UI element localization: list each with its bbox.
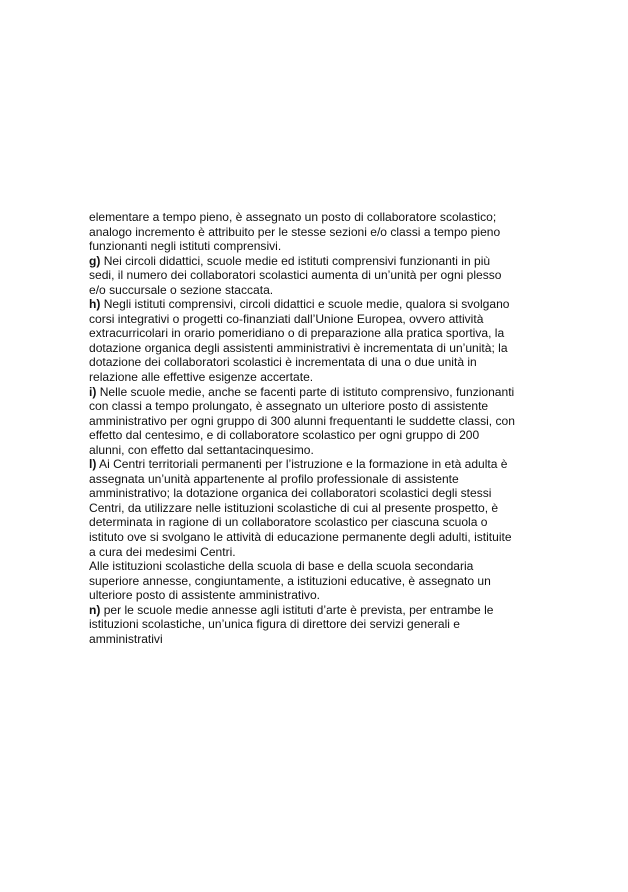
text-line: e/o succursale o sezione staccata. xyxy=(89,282,274,297)
text-line: elementare a tempo pieno, è assegnato un posto di collaboratore scolastico; xyxy=(89,210,497,224)
text-line-content: per le scuole medie annesse agli istituti d’arte è prevista, per entrambe le xyxy=(100,602,494,617)
item-label-l: l) xyxy=(89,457,97,472)
text-line: dotazione organica degli assistenti amministrativi è incrementata di un’unità; la xyxy=(89,340,508,355)
text-line xyxy=(89,254,551,269)
item-label-i: i) xyxy=(89,384,97,399)
text-line xyxy=(89,385,551,400)
text-line-content: Nei circoli didattici, scuole medie ed istituti comprensivi funzionanti in più xyxy=(100,253,491,268)
text-line: assegnata un’unità appartenente al profilo professionale di assistente xyxy=(89,471,459,486)
text-line: amministrativi xyxy=(89,631,163,646)
document-body xyxy=(89,210,551,646)
text-line: extracurricolari in orario pomeridiano o di preparazione alla pratica sportiva, la xyxy=(89,326,505,341)
text-line: determinata in ragione di un collaboratore scolastico per ciascuna scuola o xyxy=(89,515,488,530)
paragraph-h xyxy=(89,297,551,384)
paragraph-intro xyxy=(89,210,551,254)
paragraph-n xyxy=(89,603,551,647)
text-line xyxy=(89,457,551,472)
text-line: alunni, con effetto dal settantacinquesimo. xyxy=(89,442,314,457)
text-line xyxy=(89,297,551,312)
text-line: Alle istituzioni scolastiche della scuola di base e della scuola secondaria xyxy=(89,559,474,574)
text-line: corsi integrativi o progetti co-finanziati dall’Unione Europea, ovvero attività xyxy=(89,311,484,326)
text-line-content: Nelle scuole medie, anche se facenti parte di istituto comprensivo, funzionanti xyxy=(96,384,515,399)
text-line xyxy=(89,603,551,618)
item-label-h: h) xyxy=(89,297,101,312)
text-line: amministrativo per ogni gruppo di 300 alunni frequentanti le suddette classi, con xyxy=(89,413,515,428)
text-line: relazione alle effettive esigenze accertate. xyxy=(89,370,314,385)
text-line: dotazione dei collaboratori scolastici è incrementata di una o due unità in xyxy=(89,355,477,370)
paragraph-g xyxy=(89,254,551,298)
text-line: a cura dei medesimi Centri. xyxy=(89,544,236,559)
text-line: funzionanti negli istituti comprensivi. xyxy=(89,239,282,254)
text-line: amministrativo; la dotazione organica dei collaboratori scolastici degli stessi xyxy=(89,486,492,501)
text-line: istituzioni scolastiche, un’unica figura di direttore dei servizi generali e xyxy=(89,617,460,632)
paragraph-l xyxy=(89,457,551,559)
text-line-content: Ai Centri territoriali permanenti per l’istruzione e la formazione in età adulta è xyxy=(96,457,508,472)
text-line: ulteriore posto di assistente amministrativo. xyxy=(89,588,320,603)
paragraph-i xyxy=(89,385,551,458)
item-label-g: g) xyxy=(89,253,101,268)
text-line: con classi a tempo prolungato, è assegnato un ulteriore posto di assistente xyxy=(89,399,489,414)
text-line: istituto ove si svolgano le attività di educazione permanente degli adulti, istituite xyxy=(89,530,512,545)
item-label-n: n) xyxy=(89,602,101,617)
text-line: superiore annesse, congiuntamente, a istituzioni educative, è assegnato un xyxy=(89,573,491,588)
text-line: analogo incremento è attribuito per le stesse sezioni e/o classi a tempo pieno xyxy=(89,224,501,239)
paragraph-m xyxy=(89,559,551,603)
text-line: sedi, il numero dei collaboratori scolastici aumenta di un’unità per ogni plesso xyxy=(89,268,502,283)
text-line-content: Negli istituti comprensivi, circoli didattici e scuole medie, qualora si svolgano xyxy=(100,297,510,312)
text-line: Centri, da utilizzare nelle istituzioni scolastiche di cui al presente prospetto, è xyxy=(89,500,499,515)
text-line: effetto dal centesimo, e di collaboratore scolastico per ogni gruppo di 200 xyxy=(89,428,480,443)
